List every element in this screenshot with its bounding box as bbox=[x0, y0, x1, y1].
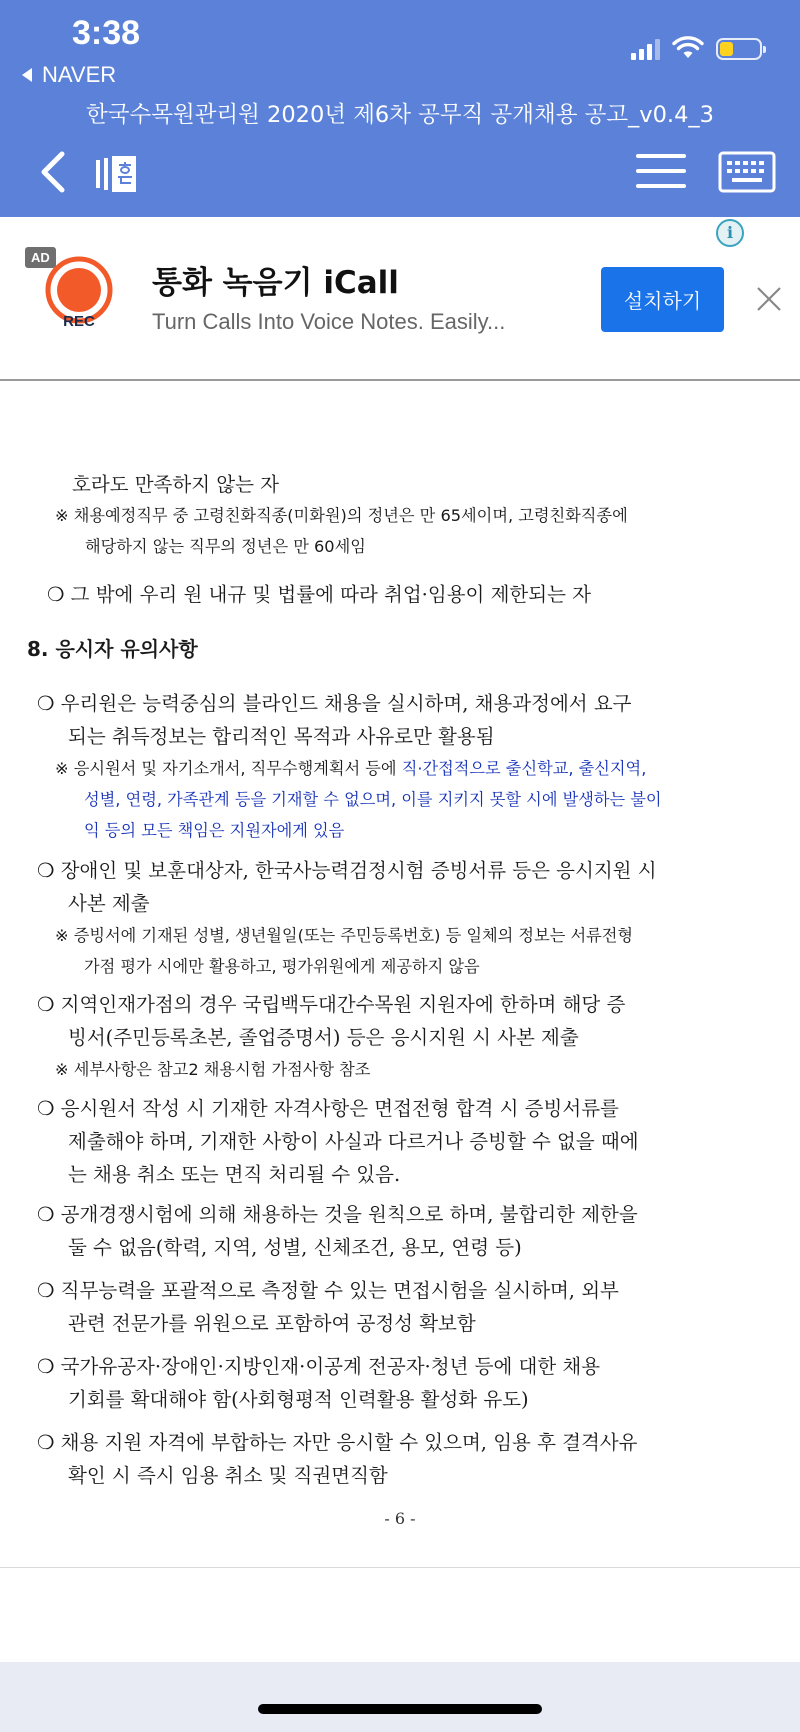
doc-line: 사본 제출 bbox=[68, 892, 150, 915]
section-heading: 8. 응시자 유의사항 bbox=[27, 637, 198, 661]
doc-bullet: ❍ 응시원서 작성 시 기재한 자격사항은 면접전형 합격 시 증빙서류를 bbox=[37, 1097, 619, 1120]
ad-close-icon[interactable] bbox=[755, 285, 783, 313]
back-to-app-link[interactable] bbox=[20, 62, 116, 88]
ad-badge: AD bbox=[25, 247, 56, 268]
ad-info-icon[interactable]: i bbox=[716, 219, 744, 247]
doc-note-text: ※ 응시원서 및 자기소개서, 직무수행계획서 등에 bbox=[55, 759, 402, 778]
doc-note: ※ 세부사항은 참고2 채용시험 가점사항 참조 bbox=[55, 1060, 371, 1079]
doc-bullet: ❍ 지역인재가점의 경우 국립백두대간수목원 지원자에 한하며 해당 증 bbox=[37, 993, 626, 1016]
doc-line: 호라도 만족하지 않는 자 bbox=[72, 473, 279, 496]
doc-bullet: ❍ 직무능력을 포괄적으로 측정할 수 있는 면접시험을 실시하며, 외부 bbox=[37, 1279, 619, 1302]
hwp-document-icon[interactable] bbox=[94, 152, 138, 196]
home-indicator[interactable] bbox=[258, 1704, 542, 1714]
bottom-bar bbox=[0, 1662, 800, 1732]
doc-bullet: ❍ 국가유공자·장애인·지방인재·이공계 전공자·청년 등에 대한 채용 bbox=[37, 1355, 601, 1378]
wifi-icon bbox=[672, 36, 704, 60]
document-title: 한국수목원관리원 2020년 제6차 공무직 공개채용 공고_v0.4_3 bbox=[86, 102, 714, 128]
keyboard-icon[interactable] bbox=[718, 151, 776, 193]
cellular-signal-icon bbox=[631, 38, 660, 60]
page-number: - 6 - bbox=[384, 1509, 416, 1528]
doc-note-highlight: 직·간접적으로 출신학교, 출신지역, bbox=[401, 759, 647, 778]
doc-bullet: ❍ 공개경쟁시험에 의해 채용하는 것을 원칙으로 하며, 불합리한 제한을 bbox=[37, 1203, 638, 1226]
doc-line: 관련 전문가를 위원으로 포함하여 공정성 확보함 bbox=[68, 1312, 476, 1335]
ad-subtitle: Turn Calls Into Voice Notes. Easily... bbox=[152, 309, 506, 334]
doc-line: 되는 취득정보는 합리적인 목적과 사유로만 활용됨 bbox=[68, 725, 495, 748]
battery-icon bbox=[716, 38, 762, 60]
doc-line: 둘 수 없음(학력, 지역, 성별, 신체조건, 용모, 연령 등) bbox=[68, 1236, 522, 1259]
ad-banner[interactable] bbox=[0, 217, 800, 381]
doc-line: 는 채용 취소 또는 면직 처리될 수 있음. bbox=[68, 1163, 401, 1186]
back-triangle-icon bbox=[20, 67, 34, 83]
ad-install-button[interactable]: 설치하기 bbox=[601, 267, 724, 332]
doc-note bbox=[55, 755, 646, 779]
doc-note-highlight: 익 등의 모든 책임은 지원자에게 있음 bbox=[84, 821, 345, 840]
doc-note: ※ 증빙서에 기재된 성별, 생년월일(또는 주민등록번호) 등 일체의 정보는 서류전형 bbox=[55, 926, 634, 945]
page-divider bbox=[0, 1567, 800, 1568]
doc-line: 제출해야 하며, 기재한 사항이 사실과 다르거나 증빙할 수 없을 때에 bbox=[68, 1130, 639, 1153]
doc-note: ※ 채용예정직무 중 고령친화직종(미화원)의 정년은 만 65세이며, 고령친화직종에 bbox=[55, 506, 628, 525]
doc-line: 확인 시 즉시 임용 취소 및 직권면직함 bbox=[68, 1464, 388, 1487]
doc-note: 가점 평가 시에만 활용하고, 평가위원에게 제공하지 않음 bbox=[84, 957, 480, 976]
doc-note-highlight: 성별, 연령, 가족관계 등을 기재할 수 없으며, 이를 지키지 못할 시에 발생하는 불이 bbox=[84, 790, 662, 809]
doc-line: 기회를 확대해야 함(사회형평적 인력활용 활성화 유도) bbox=[68, 1388, 529, 1411]
back-chevron-icon[interactable] bbox=[38, 150, 68, 194]
doc-line: 빙서(주민등록초본, 졸업증명서) 등은 응시지원 시 사본 제출 bbox=[68, 1026, 579, 1049]
document-page[interactable] bbox=[0, 381, 800, 1567]
doc-bullet: ❍ 채용 지원 자격에 부합하는 자만 응시할 수 있으며, 임용 후 결격사유 bbox=[37, 1431, 638, 1454]
ad-title: 통화 녹음기 iCall bbox=[152, 265, 399, 301]
back-app-label: NAVER bbox=[42, 62, 117, 87]
doc-bullet: ❍ 그 밖에 우리 원 내규 및 법률에 따라 취업·임용이 제한되는 자 bbox=[47, 583, 591, 606]
app-header bbox=[0, 0, 800, 217]
doc-note: 해당하지 않는 직무의 정년은 만 60세임 bbox=[85, 537, 366, 556]
status-time: 3:38 bbox=[72, 14, 141, 52]
doc-bullet: ❍ 장애인 및 보훈대상자, 한국사능력검정시험 증빙서류 등은 응시지원 시 bbox=[37, 859, 657, 882]
status-icons bbox=[631, 36, 762, 60]
doc-bullet: ❍ 우리원은 능력중심의 블라인드 채용을 실시하며, 채용과정에서 요구 bbox=[37, 692, 632, 715]
record-app-label: REC bbox=[63, 313, 95, 330]
hamburger-menu-icon[interactable] bbox=[636, 152, 686, 190]
